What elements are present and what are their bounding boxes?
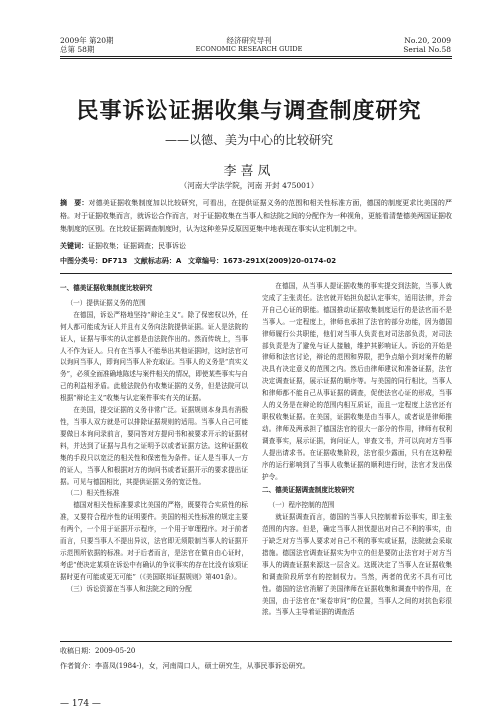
abstract: [60, 197, 452, 236]
author-name: 李喜凤: [223, 164, 275, 179]
right-column-paragraph: 就证据调查而言，德国的当事人只控制着诉讼事实，即主张范围的内容。但是，确定当事人担忧提出对自己不利的事实，由于缺乏对方当事人要求对自己不利的事实或证据，法院就会采取措施。德国法官调查证据实为中立的但是要防止法官对于对方当事人的调查证据来源这一层含义。这既决定了当事人在证据收集和调查阶段所享有的控制权力。当然，两者的优劣不具有可比性。德国的法官消解了美国律师在证据收集和调查中的作用，在美国，由于法官在“案卷审问”的位置，当事人之间的对抗色彩很浓。当事人主导着证据的调查活: [262, 513, 452, 617]
serial-label: 总第 58期: [60, 45, 95, 54]
article-subtitle: ——以德、美为中心的比较研究: [164, 133, 333, 147]
article-number: 文章编号：1673-291X(2009)20-0174-02: [188, 257, 337, 265]
left-column-paragraph: 德国对相关性标准要求比美国的严格，既要符合实质性的标准，又要符合程序性的证明要件。美国的相关性标准的规定主要有两个，一个用于证据开示程序，一个用于审理程序。对于前者而言，只要当事人不提出异议，法官即无须限制当事人的证据开示范围所依据的标准。对于后者而言，是法官在做自由心证时，考虑“使决定某项在诉讼中有确认的争议事实的存在比没有该项证据时更有可能或更无可能”（《美国联邦证据规则》第401条）。: [60, 501, 248, 581]
abstract-rule: [60, 273, 452, 274]
author-bio: 作者简介：李喜凤(1984-)，女，河南周口人，硕士研究生，从事民事诉讼研究。: [60, 662, 310, 670]
left-column-paragraph: 在美国，提交证据的义务非常广泛。证据规则本身具有消极性，当事人双方就是可以排除证据规则的适用。当事人自己可能要做日本询问录前言，要同答对方提问书和被要求开示的证据材料，并达到了证据与具有之证明予以或者证据方法。这种证据收集的手段只以宽泛的相关性和保密性为条件。证人是当事人一方的证人，当事人和根据对方的询问书或者证据开示的要求提出证据。可见与德国相比，其提供证据义务的宽泛性。: [60, 406, 248, 486]
keywords-text: 证据收集；证据调查；民事诉讼: [88, 242, 186, 250]
journal-english-name: ECONOMIC RESEARCH GUIDE: [195, 45, 303, 53]
left-column-paragraph: 在德国，诉讼严格地坚持“辩论主义”。除了保密权以外，任何人都可能成为证人并且有义务向法院提供证据。证人是法院的证人，证据与事实的认定都是由法院作出的。然而传统上，当事人不作为证人。只有在当事人不能举出其他证据时，这时法官可以询问当事人，即询问当事人补充取证。当事人的义务是“真实义务”，必须全面准确地陈述与案件相关的情况，即使某些事实与自己的利益相矛盾。此般法院仍有收集证据的义务，但是法院可以根据“辩论主义”收集与认定案件事实有关的证据。: [60, 310, 248, 403]
left-column: [60, 281, 248, 637]
issue-label-en: No.20, 2009: [404, 36, 451, 45]
left-column-heading: 一、德美证据收集制度比较研究: [60, 284, 153, 292]
page-number: — 174 —: [60, 699, 101, 709]
left-column-heading: （三）诉讼资源在当事人和法院之间的分配: [66, 584, 192, 593]
issue-label: 2009年 第20期: [60, 36, 114, 45]
right-column-heading: （一）程序控制的范围: [268, 501, 335, 510]
abstract-label: 摘 要：: [60, 199, 89, 207]
right-column: [262, 281, 452, 637]
document-code: 文献标志码：A: [133, 257, 182, 265]
left-column-heading: （二）相关性标准: [66, 489, 120, 498]
footnote-rule: [60, 641, 452, 642]
author-affiliation: （河南大学法学院，河南 开封 475001）: [179, 181, 319, 190]
right-column-paragraph: 在德国，从当事人提证据收集的事实提交到法院，当事人就完成了主张责任。法官就开始担负起认定事实，适用法律，并会开自己心证的职能。德国推动证据收集制度运行的是法官而不是当事人。一定程度上，律师也承担了法官的部分功能，因为德国律师履行公共职能，他们对当事人负责也对司法部负责，对司法部负责是为了避免与证人接触，维护其影响证人。诉讼的开始是律师和法官讨论，辩论的范围和界限，把争点缩小到对案件的解决具有决定意义的范围之内。然后由律师建议和准备证据，法官决定调查证据，展示证据的顺序等。与美国的同行相比，当事人和律师都不能自己从事证据的调查，促使法官心证的形成，当事人的义务是在辩论的范围内相互质证，而且一定程度上法官还有职权收集证据。在美国，证据收集是由当事人，或者说是律师推动。律师及两承担了德国法官的很大一部分的作用，律师有权利调查事实，展示证据，询问证人，审查文书，并可以向对方当事人提出请求书。在证据收集阶段，法官很少露面，只有在这种程序的运行影响到了当事人收集证据的顺利进行时，法官才发出保护令。: [262, 282, 452, 481]
left-column-heading: （一）提供证据义务的范围: [66, 298, 146, 307]
keywords-label: 关键词：: [60, 242, 88, 250]
article-title: 民事诉讼证据收集与调查制度研究: [76, 98, 422, 124]
clc-number: 中图分类号：DF713: [60, 257, 128, 265]
right-column-heading: 二、德美证据调查制度比较研究: [262, 486, 355, 495]
abstract-text: 对德美证据收集制度加以比较研究，可看出，在提供证据义务的范围和相关性标准方面，德国的制度更求比美国的严格。对于证据收集而言，就诉讼合作而言，对于证据收集在当事人和法院之间的分配作为一种视角，更能看清楚德美两国证据收集制度的区别。在比较证据调查制度时，认为这种差异反原因更集中地表现在事实认定机制之中。: [60, 199, 453, 233]
classification-line: [60, 256, 336, 266]
serial-label-en: Serial No.58: [403, 45, 451, 54]
header-rule-second: [60, 58, 452, 59]
keywords: [60, 241, 186, 251]
header-rule: [60, 56, 452, 57]
journal-name: 经济研究导刊: [226, 36, 272, 45]
received-date: 收稿日期：2009-05-20: [60, 647, 136, 655]
